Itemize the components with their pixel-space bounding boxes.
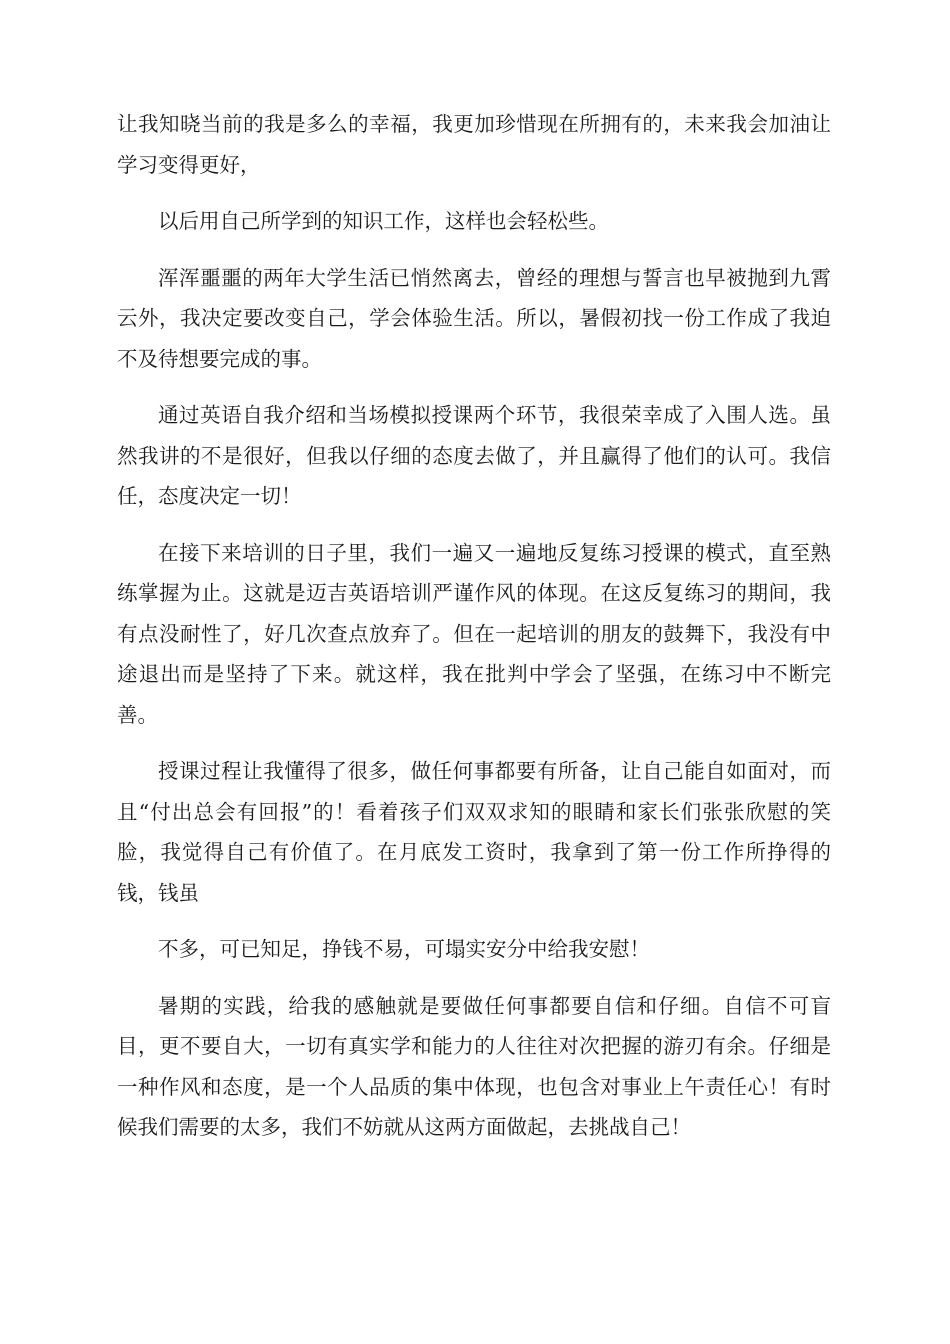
paragraph-2: 以后用自己所学到的知识工作，这样也会轻松些。 [158, 209, 609, 233]
paragraph-6: 授课过程让我懂得了很多，做任何事都要有所备，让自己能自如面对，而且“付出总会有回报”的！看着孩子们双双求知的眼睛和家长们张张欣慰的笑脸，我觉得自己有价值了。在月底发工资时，我拿到了第一份工作所挣得的钱，钱虽 [117, 759, 831, 905]
document-page [117, 104, 831, 1164]
paragraph-1: 让我知晓当前的我是多么的幸福，我更加珍惜现在所拥有的，未来我会加油让学习变得更好， [117, 112, 831, 177]
paragraph-5: 在接下来培训的日子里，我们一遍又一遍地反复练习授课的模式，直至熟练掌握为止。这就是迈吉英语培训严谨作风的体现。在这反复练习的期间，我有点没耐性了，好几次查点放弃了。但在一起培训的朋友的鼓舞下，我没有中途退出而是坚持了下来。就这样，我在批判中学会了坚强，在练习中不断完善。 [117, 540, 831, 727]
paragraph-8: 暑期的实践，给我的感触就是要做任何事都要自信和仔细。自信不可盲目，更不要自大，一切有真实学和能力的人往往对次把握的游刃有余。仔细是一种作风和态度，是一个人品质的集中体现，也包含对事业上午责任心！有时候我们需要的太多，我们不妨就从这两方面做起，去挑战自己！ [117, 993, 831, 1139]
paragraph-3: 浑浑噩噩的两年大学生活已悄然离去，曾经的理想与誓言也早被抛到九霄云外，我决定要改变自己，学会体验生活。所以，暑假初找一份工作成了我迫不及待想要完成的事。 [117, 265, 831, 371]
paragraph-7: 不多，可已知足，挣钱不易，可塌实安分中给我安慰！ [158, 937, 650, 961]
paragraph-4: 通过英语自我介绍和当场模拟授课两个环节，我很荣幸成了入围人选。虽然我讲的不是很好，但我以仔细的态度去做了，并且赢得了他们的认可。我信任，态度决定一切！ [117, 403, 831, 508]
